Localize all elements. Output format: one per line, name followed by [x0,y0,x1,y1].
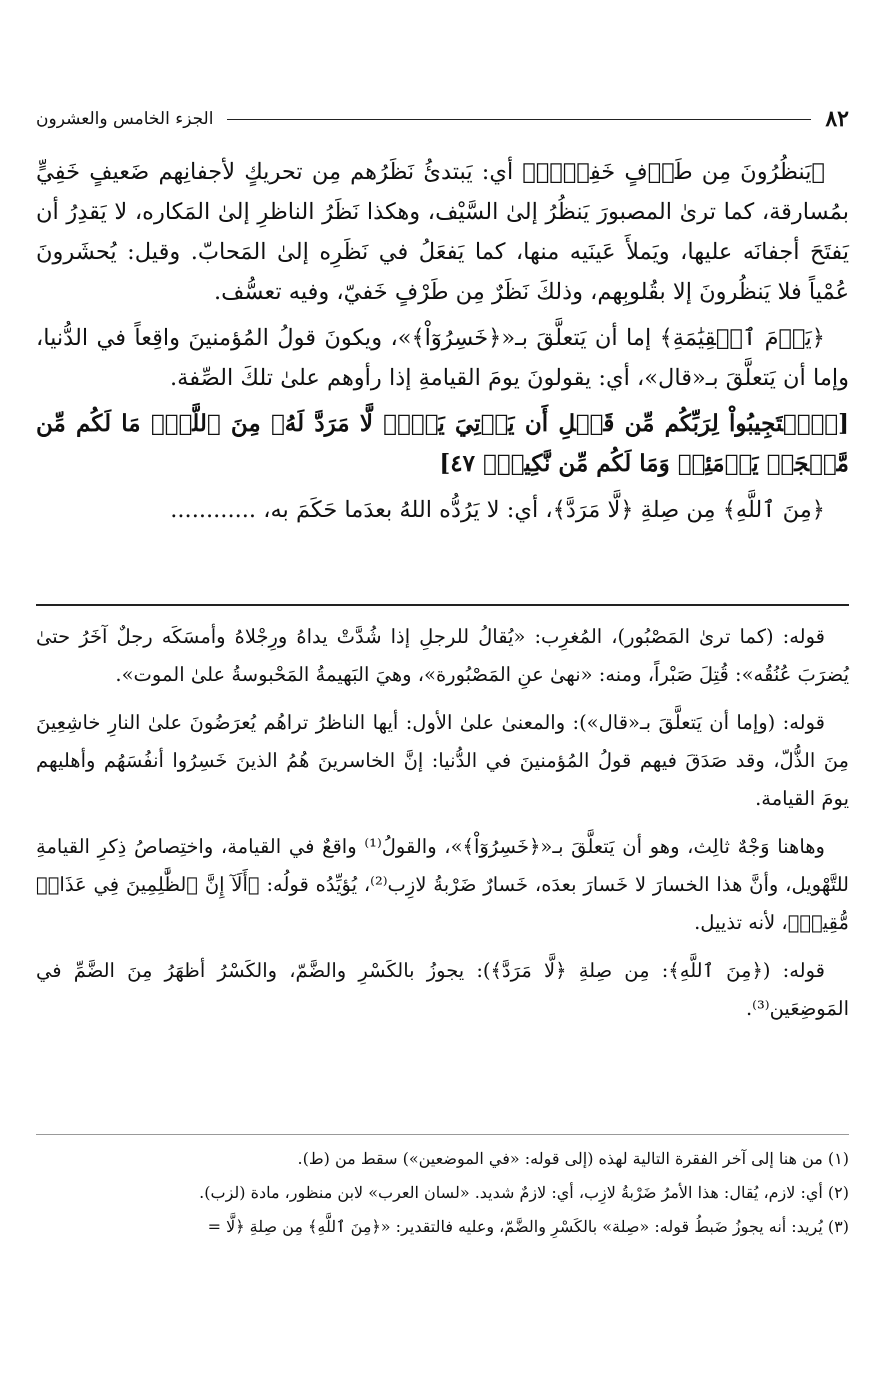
page-number: ٨٢ [825,106,849,132]
main-text [36,152,849,536]
commentary-paragraph: قوله: (كما ترىٰ المَصْبُور)، المُغرِب: «يُقالُ للرجلِ إذا شُدَّتْ يداهُ ورِجْلاهُ وأمسَكَه رجلٌ آخَرُ حتىٰ يُضرَبَ عُنُقُه»: قُتِلَ صَبْراً، ومنه: «نهىٰ عنِ المَصْبُورة»، وهيَ البَهيمةُ المَحْبوسةُ علىٰ الموت». [36,625,849,686]
main-paragraph: ﴿مِنَ ٱللَّهِ﴾ مِن صِلةِ ﴿لَّا مَرَدَّ﴾، أي: لا يَرُدُّه اللهُ بعدَما حَكَمَ به، ............ [170,497,825,523]
section-divider [36,604,849,606]
footnote: (٢) أي: لازم، يُقال: هذا الأمرُ ضَرْبةُ لازِب، أي: لازمٌ شديد. «لسان العرب» لابن منظور، مادة (لزب). [199,1183,849,1202]
commentary-text [36,618,849,1038]
running-title: الجزء الخامس والعشرون [36,109,214,129]
commentary-paragraph: وهاهنا وَجْهٌ ثالِث، وهو أن يَتعلَّقَ بـ«﴿خَسِرُوٓاْ﴾»، والقولُ⁽¹⁾ واقعٌ في القيامة، واختِصاصُ ذِكرِ القيامةِ للتَّهْويل، وأنَّ هذا الخسارَ لا خَسارَ بعدَه، خَسارٌ ضَرْبةُ لازِب⁽²⁾، يُؤيِّدُه قولُه: ﴿أَلَآ إِنَّ ٱلظَّٰلِمِينَ فِي عَذَابٖ مُّقِيمٖ﴾، لأنه تذييل. [36,835,849,934]
commentary-paragraph: قوله: (وإما أن يَتعلَّقَ بـ«قال»): والمعنىٰ علىٰ الأول: أيها الناظرُ تراهُم يُعرَضُونَ علىٰ النارِ خاشِعِينَ مِنَ الذُّلّ، وقد صَدَقَ فيهم قولُ المُؤمنينَ في الدُّنيا: إنَّ الخاسرينَ هُمُ الذينَ خَسِرُوا أنفُسَهُم وأهليهم يومَ القيامة. [36,711,849,810]
footnote: (١) من هنا إلى آخر الفقرة التالية لهذه (إلى قوله: «في الموضعين») سقط من (ط). [297,1149,849,1168]
footnotes [36,1142,849,1244]
commentary-paragraph: قوله: (﴿مِنَ ٱللَّهِ﴾: مِن صِلةِ ﴿لَّا مَرَدَّ﴾): يجوزُ بالكَسْرِ والضَّمّ، والكَسْرُ أظهَرُ مِنَ الضَّمِّ في المَوضِعَين⁽³⁾. [36,959,849,1020]
main-paragraph: ﴿يَوۡمَ ٱلۡقِيَٰمَةِ﴾ إما أن يَتعلَّقَ بـ«﴿خَسِرُوٓاْ﴾»، ويكونَ قولُ المُؤمنينَ واقِعاً في الدُّنيا، وإما أن يَتعلَّقَ بـ«قال»، أي: يقولونَ يومَ القيامةِ إذا رأوهم علىٰ تلكَ الصِّفة. [36,325,849,391]
header-rule [227,119,811,120]
quran-verse: [﴿ٱسۡتَجِيبُواْ لِرَبِّكُم مِّن قَبۡلِ أَن يَأۡتِيَ يَوۡمٞ لَّا مَرَدَّ لَهُۥ مِنَ ٱللَّهِۚ مَا لَكُم مِّن مَّلۡجَإٖ يَوۡمَئِذٖ وَمَا لَكُم مِّن نَّكِيرٖ﴾ ٤٧] [36,410,849,477]
footnote-divider [36,1134,849,1135]
footnote: (٣) يُريد: أنه يجوزُ ضَبطُ قوله: «صِلة» بالكَسْرِ والضَّمّ، وعليه فالتقدير: «﴿مِنَ ٱللَّهِ﴾ مِن صِلةِ ﴿لَّا = [207,1217,849,1236]
main-paragraph: ﴿يَنظُرُونَ مِن طَرۡفٍ خَفِيّٖۗ﴾ أي: يَبتدئُ نَظَرُهم مِن تحريكٍ لأجفانِهم ضَعيفٍ خَفِيٍّ بمُسارقة، كما ترىٰ المصبورَ يَنظُرُ إلىٰ السَّيْف، وهكذا نَظَرُ الناظرِ إلىٰ المَكاره، لا يَقدِرُ أن يَفتَحَ أجفانَه عليها، ويَملأَ عَينَيه منها، كما يَفعَلُ في نَظَرِه إلىٰ المَحابّ. وقيل: يُحشَرونَ عُمْياً فلا يَنظُرونَ إلا بقُلوبِهم، وذلكَ نَظَرٌ مِن طَرْفٍ خَفيّ، وفيه تعسُّف. [36,159,849,305]
page-header [36,104,849,134]
